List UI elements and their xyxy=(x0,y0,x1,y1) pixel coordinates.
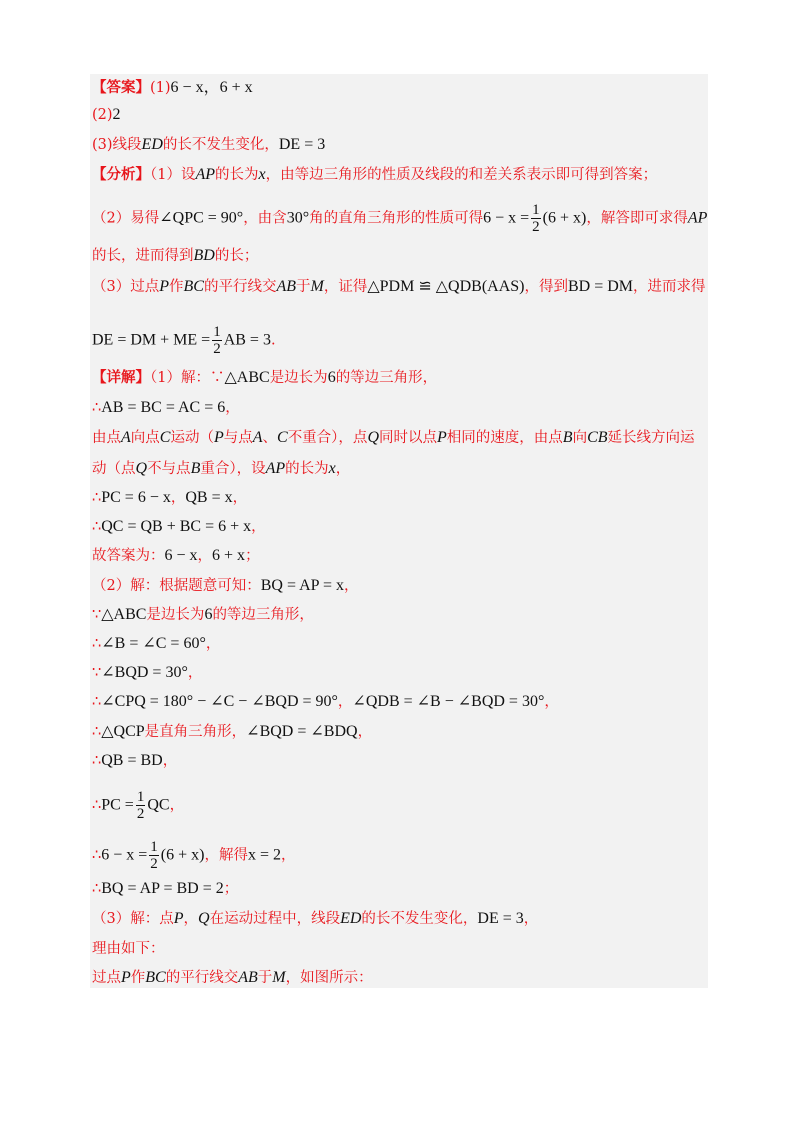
analysis-line-3 xyxy=(92,246,258,266)
detail-line-18 xyxy=(92,909,538,929)
detail-line-8 xyxy=(92,576,358,596)
math-expression: QB = x xyxy=(185,489,233,506)
math-expression: DE = 3 xyxy=(477,910,524,927)
text-segment: 的平行线交 xyxy=(203,279,277,295)
text-segment: ， xyxy=(162,753,178,769)
math-expression: AB = BC = AC = 6 xyxy=(101,399,226,416)
text-segment: 是直角三角形， xyxy=(144,724,247,740)
fraction-numerator: 1 xyxy=(213,324,221,340)
math-expression: 6 − x xyxy=(164,547,198,564)
math-expression: P xyxy=(121,969,131,986)
math-expression: Q xyxy=(135,460,148,477)
math-expression: AB xyxy=(276,278,297,295)
text-segment: ， xyxy=(197,548,213,564)
text-segment: ∴ xyxy=(92,881,102,897)
math-expression: CB xyxy=(587,429,608,446)
detail-line-16 xyxy=(92,839,296,872)
text-segment: ∴ xyxy=(92,753,102,769)
math-expression: △ABC xyxy=(224,369,270,386)
text-segment: 是边长为 xyxy=(269,370,328,386)
text-segment: 的长不发生变化， xyxy=(361,911,478,927)
text-segment: ∴ xyxy=(92,519,102,535)
math-expression: ∠QPC = 90° xyxy=(159,209,244,227)
analysis-line-4 xyxy=(92,277,706,297)
math-expression: Q xyxy=(198,910,210,927)
text-segment: ∴ xyxy=(92,490,102,506)
detail-line-13 xyxy=(92,722,372,742)
math-expression: B xyxy=(190,460,201,477)
text-segment: 不重合），点 xyxy=(287,430,368,446)
math-expression: 6 − x，6 + x xyxy=(170,79,253,96)
detail-line-14 xyxy=(92,751,177,771)
text-segment: ， xyxy=(232,490,248,506)
text-segment: 不与点 xyxy=(147,461,191,477)
detail-line-15 xyxy=(92,789,184,822)
text-segment: (2) xyxy=(92,107,113,123)
math-expression: 30° xyxy=(286,209,310,227)
text-segment: 的平行线交 xyxy=(165,970,239,986)
detail-line-3 xyxy=(92,428,695,448)
detail-line-17 xyxy=(92,879,238,899)
math-expression: QC xyxy=(147,796,170,814)
detail-line-7 xyxy=(92,546,260,566)
text-segment: 向点 xyxy=(130,430,160,446)
math-expression: ∠QDB = ∠B − ∠BQD = 30° xyxy=(352,693,545,710)
text-segment: ∴ xyxy=(92,636,102,652)
fraction-denominator: 2 xyxy=(213,341,221,357)
fraction xyxy=(136,789,146,822)
math-expression: P xyxy=(173,910,184,927)
math-expression: 6 − x = xyxy=(101,846,148,864)
text-segment: 作 xyxy=(130,970,146,986)
text-segment: ∴ xyxy=(92,694,102,710)
text-segment: （3）过点 xyxy=(92,279,160,295)
text-segment: 在运动过程中，线段 xyxy=(209,911,341,927)
detail-line-11 xyxy=(92,663,202,683)
detail-line-20 xyxy=(92,968,373,988)
math-expression: BC xyxy=(145,969,166,986)
fraction-numerator: 1 xyxy=(532,202,540,218)
math-expression: P xyxy=(437,429,447,446)
detail-line-2 xyxy=(92,398,240,418)
fraction-numerator: 1 xyxy=(136,789,145,805)
text-segment: 于 xyxy=(296,279,311,295)
text-segment: ， xyxy=(187,665,203,681)
fraction-denominator: 2 xyxy=(150,856,158,872)
math-expression: 6 xyxy=(204,606,213,623)
text-segment: 的长； xyxy=(214,248,259,264)
text-segment: ， xyxy=(357,724,373,740)
math-expression: x = 2 xyxy=(247,846,281,864)
text-segment: 的长，进而得到 xyxy=(92,248,194,264)
text-segment: 过点 xyxy=(92,970,121,986)
text-segment: （2）解：根据题意可知： xyxy=(92,578,261,594)
section-label: 【详解】 xyxy=(92,369,150,386)
math-expression: x xyxy=(328,460,336,477)
text-segment: 作 xyxy=(169,279,184,295)
math-expression: 2 xyxy=(112,106,121,123)
math-expression: △QCP xyxy=(101,723,145,740)
text-segment: ， xyxy=(169,797,185,814)
detail-line-19 xyxy=(92,939,165,959)
text-segment: 相同的速度，由点 xyxy=(446,430,563,446)
text-segment: 与点 xyxy=(223,430,253,446)
fraction-denominator: 2 xyxy=(136,806,145,822)
text-segment: ； xyxy=(245,548,260,564)
math-expression: ED xyxy=(141,136,163,153)
analysis-line-2 xyxy=(92,202,707,235)
math-expression: DE = DM + ME = xyxy=(92,331,211,349)
math-expression: C xyxy=(277,429,288,446)
math-expression: AP xyxy=(265,460,286,477)
math-expression: C xyxy=(159,429,171,446)
math-expression: A xyxy=(252,429,263,446)
math-expression: A xyxy=(121,429,131,446)
text-segment: （3）解：点 xyxy=(92,911,174,927)
answer-line-2 xyxy=(92,105,121,125)
text-segment: ，如图所示： xyxy=(285,970,373,986)
section-label: 【分析】 xyxy=(92,166,150,183)
text-segment: ， xyxy=(335,461,351,477)
math-expression: AP xyxy=(195,166,216,183)
math-expression: QC = QB + BC = 6 + x xyxy=(101,518,252,535)
text-segment: 动（点 xyxy=(92,461,136,477)
text-segment: ∴ xyxy=(92,724,102,740)
text-segment: ，由等边三角形的性质及线段的和差关系表示即可得到答案； xyxy=(265,167,658,183)
text-segment: 的等边三角形， xyxy=(335,370,438,386)
text-segment: 重合），设 xyxy=(200,461,266,477)
fraction xyxy=(531,202,541,235)
math-expression: M xyxy=(310,278,324,295)
text-segment: . xyxy=(270,332,276,349)
text-segment: ，由含 xyxy=(243,210,287,227)
math-expression: △PDM ≌ △QDB(AAS) xyxy=(367,278,525,295)
math-expression: BD = DM xyxy=(567,278,634,295)
math-expression: ∠CPQ = 180° − ∠C − ∠BQD = 90° xyxy=(101,693,338,710)
math-expression: 6 + x xyxy=(212,547,246,564)
text-segment: ，解答即可求得 xyxy=(586,210,688,227)
detail-line-6 xyxy=(92,517,266,537)
text-segment: ， xyxy=(544,694,559,710)
text-segment: 于 xyxy=(257,970,273,986)
math-expression: BD xyxy=(193,247,215,264)
text-segment: ， xyxy=(205,636,221,652)
text-segment: ， xyxy=(183,911,199,927)
text-segment: 的等边三角形， xyxy=(212,607,314,623)
math-expression: AP xyxy=(687,209,708,227)
math-expression: AB xyxy=(238,969,258,986)
section-label: 【答案】 xyxy=(92,79,150,96)
math-expression: ∠B = ∠C = 60° xyxy=(101,635,206,652)
fraction xyxy=(212,324,222,357)
fraction-denominator: 2 xyxy=(532,219,540,235)
text-segment: (1) xyxy=(150,80,171,96)
text-segment: 同时以点 xyxy=(379,430,437,446)
text-segment: 的长为 xyxy=(285,461,329,477)
text-segment: ， xyxy=(343,578,359,594)
text-segment: （2）易得 xyxy=(92,210,160,227)
analysis-line-5 xyxy=(92,324,276,357)
text-segment: ，解得 xyxy=(204,847,248,864)
detail-line-4 xyxy=(92,459,350,479)
text-segment: ， xyxy=(225,400,240,416)
text-segment: ， xyxy=(337,694,353,710)
text-segment: （1）解：∵ xyxy=(150,370,225,386)
math-expression: (6 + x) xyxy=(542,209,587,227)
text-segment: ， xyxy=(251,519,266,535)
text-segment: ∴ xyxy=(92,400,102,416)
math-expression: QB = BD xyxy=(101,752,163,769)
text-segment: ，证得 xyxy=(323,279,368,295)
text-segment: 是边长为 xyxy=(146,607,205,623)
text-segment: 的长不发生变化， xyxy=(162,137,279,153)
math-expression: BQ = AP = x xyxy=(260,577,344,594)
math-expression: P xyxy=(213,429,224,446)
text-segment: ； xyxy=(223,881,239,897)
detail-line-9 xyxy=(92,605,314,625)
text-segment: 理由如下： xyxy=(92,941,165,957)
text-segment: 、 xyxy=(262,430,278,446)
text-segment: 由点 xyxy=(92,430,121,446)
math-expression: BC xyxy=(183,278,204,295)
text-segment: (3)线段 xyxy=(92,137,142,153)
text-segment: 故答案为： xyxy=(92,548,165,564)
text-segment: ∴ xyxy=(92,797,102,814)
text-segment: ， xyxy=(523,911,539,927)
text-segment: 角的直角三角形的性质可得 xyxy=(309,210,484,227)
math-expression: Q xyxy=(367,429,379,446)
text-segment: （1）设 xyxy=(150,167,196,183)
fraction xyxy=(149,839,159,872)
math-expression: M xyxy=(272,969,286,986)
math-expression: ∠BQD = ∠BDQ xyxy=(246,723,358,740)
text-segment: 运动（ xyxy=(170,430,214,446)
text-segment: ∴ xyxy=(92,847,102,864)
text-segment: ，得到 xyxy=(524,279,568,295)
math-expression: 6 − x = xyxy=(483,209,530,227)
math-expression: (6 + x) xyxy=(160,846,205,864)
math-expression: P xyxy=(159,278,170,295)
detail-line-1 xyxy=(92,368,437,388)
detail-line-12 xyxy=(92,692,559,712)
text-segment: 延长线方向运 xyxy=(607,430,695,446)
text-segment: 向 xyxy=(572,430,588,446)
math-expression: PC = xyxy=(101,796,134,814)
math-expression: ED xyxy=(340,910,362,927)
math-expression: △ABC xyxy=(101,606,147,623)
math-expression: AB = 3 xyxy=(223,331,271,349)
analysis-line-1 xyxy=(92,165,657,185)
detail-line-10 xyxy=(92,634,220,654)
math-expression: ∠BQD = 30° xyxy=(101,664,188,681)
answer-line-1 xyxy=(92,78,253,98)
text-segment: ，进而求得 xyxy=(633,279,706,295)
fraction-numerator: 1 xyxy=(150,839,158,855)
text-segment: ， xyxy=(281,847,296,864)
detail-line-5 xyxy=(92,488,247,508)
answer-line-3 xyxy=(92,135,325,155)
text-segment: ∵ xyxy=(92,607,102,623)
text-segment: ， xyxy=(170,490,186,506)
text-segment: 的长为 xyxy=(215,167,259,183)
math-expression: 6 xyxy=(327,369,336,386)
math-expression: BQ = AP = BD = 2 xyxy=(101,880,224,897)
math-expression: B xyxy=(562,429,573,446)
math-expression: PC = 6 − x xyxy=(101,489,171,506)
math-expression: x xyxy=(258,166,266,183)
math-expression: DE = 3 xyxy=(278,136,326,153)
text-segment: ∵ xyxy=(92,665,102,681)
